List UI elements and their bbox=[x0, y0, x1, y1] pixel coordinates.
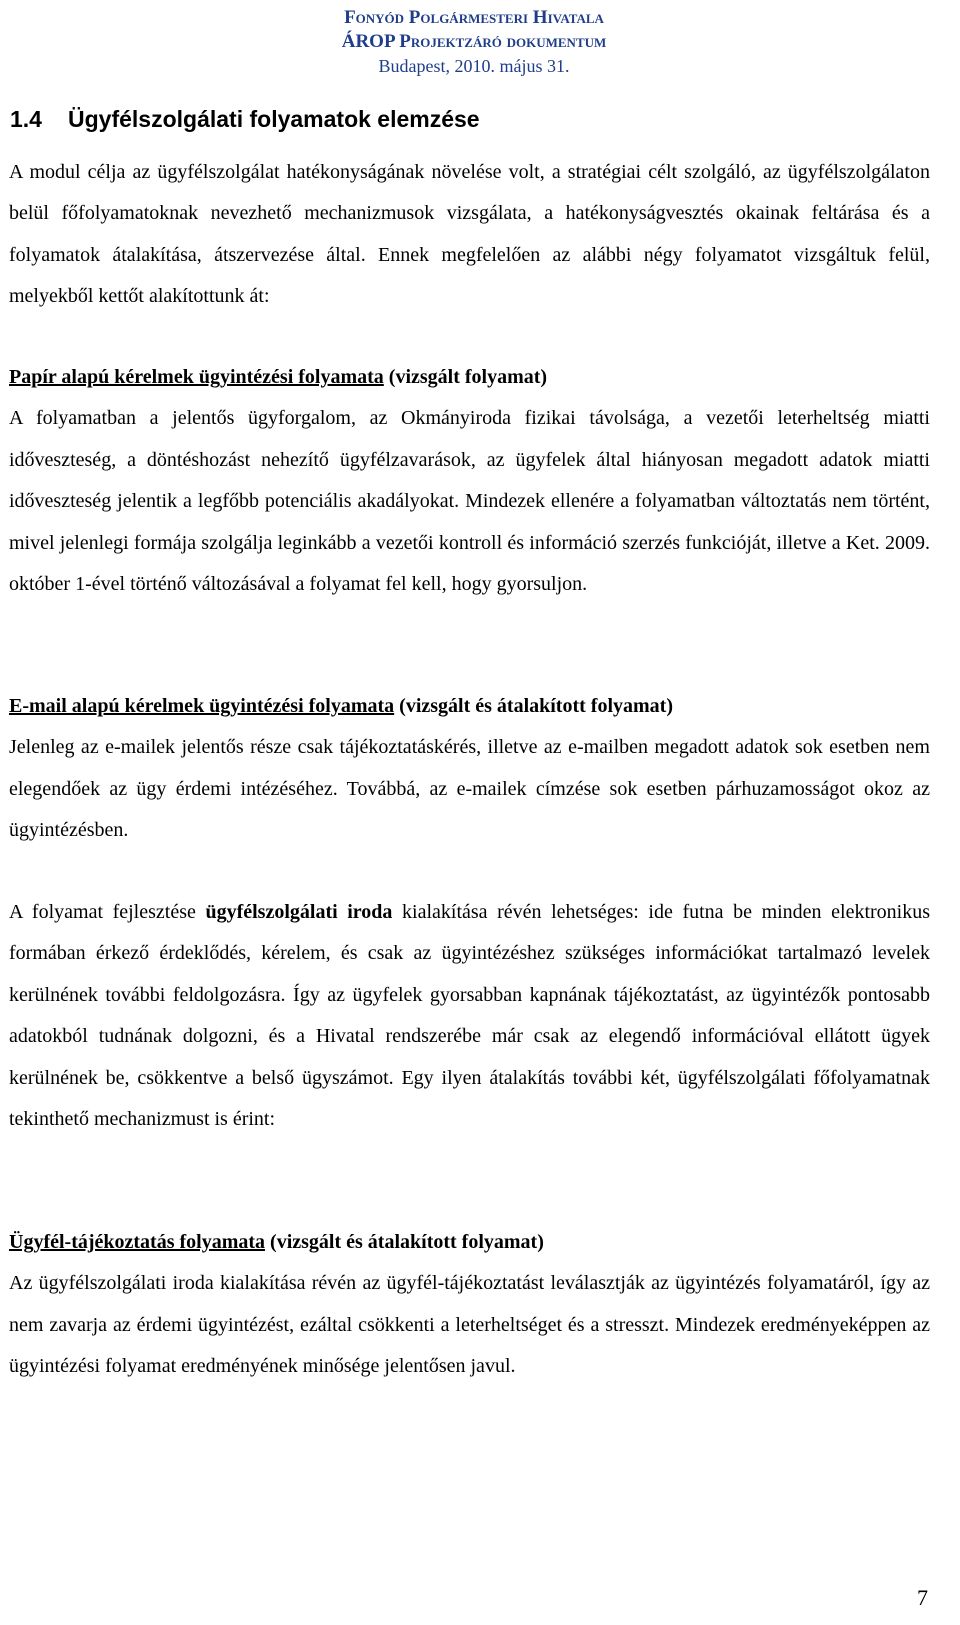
subsection-body: Az ügyfélszolgálati iroda kialakítása révén az ügyfél-tájékoztatást leválasztják az ügyintézés folyamatáról, így az nem zavarja az érdemi ügyintézést, ezáltal csökkenti a leterheltséget és a stresszt. Mindezek eredményeképpen az ügyintézési folyamat eredményének minősége jelentősen javul. bbox=[9, 1272, 930, 1378]
subsection-email-requests bbox=[9, 686, 930, 852]
section-number: 1.4 bbox=[10, 106, 42, 132]
subsection-body: Jelenleg az e-mailek jelentős része csak tájékoztatáskérés, illetve az e-mailben megadott adatok sok esetben nem elegendőek az ügy érdemi intézéséhez. Továbbá, az e-mailek címzése sok esetben párhuzamosságot okoz az ügyintézésben. bbox=[9, 736, 930, 842]
document-header bbox=[314, 6, 634, 78]
section-title-text: Ügyfélszolgálati folyamatok elemzése bbox=[68, 106, 480, 132]
subsection-note: (vizsgált és átalakított folyamat) bbox=[265, 1231, 544, 1253]
paragraph-text: kialakítása révén lehetséges: ide futna be minden elektronikus formában érkező érdeklődés, kérelem, és csak az ügyintézéshez szükséges információkat tartalmazó levelek kerülnének további feldolgozásra. Így az ügyfelek gyorsabban kapnának tájékoztatást, az ügyintézők pontosabb adatokból tudnának dolgozni, és a Hivatal rendszerébe már csak az elegendő információval ellátott ügyek kerülnének be, csökkentve a belső ügyszámot. Egy ilyen átalakítás további két, ügyfélszolgálati főfolyamatnak tekinthető mechanizmust is érint: bbox=[9, 901, 930, 1131]
subsection-body: A folyamatban a jelentős ügyforgalom, az Okmányiroda fizikai távolsága, a vezetői leterheltség miatti időveszteség, a döntéshozást nehezítő ügyfélzavarások, az ügyfelek által hiányosan megadott adatok miatti időveszteség jelentik a legfőbb potenciális akadályokat. Mindezek ellenére a folyamatban változtatás nem történt, mivel jelenlegi formája szolgálja leginkább a vezetői kontroll és információ szerzés funkcióját, illetve a Ket. 2009. október 1-ével történő változásával a folyamat fel kell, hogy gyorsuljon. bbox=[9, 407, 930, 596]
development-paragraph bbox=[9, 892, 930, 1140]
subsection-customer-information bbox=[9, 1222, 930, 1388]
subsection-note: (vizsgált és átalakított folyamat) bbox=[394, 695, 673, 717]
header-organization: Fonyód Polgármesteri Hivatala bbox=[344, 7, 604, 28]
intro-paragraph: A modul célja az ügyfélszolgálat hatékonyságának növelése volt, a stratégiai célt szolgáló, az ügyfélszolgálaton belül főfolyamatoknak nevezhető mechanizmusok vizsgálata, a hatékonyságvesztés okainak feltárása és a folyamatok átalakítása, átszervezése által. Ennek megfelelően az alábbi négy folyamatot vizsgáltuk felül, melyekből kettőt alakítottunk át: bbox=[9, 161, 930, 308]
subsection-title: Papír alapú kérelmek ügyintézési folyamata bbox=[9, 366, 384, 388]
subsection-note: (vizsgált folyamat) bbox=[383, 366, 548, 388]
subsection-paper-requests bbox=[9, 357, 930, 605]
header-date: Budapest, 2010. május 31. bbox=[378, 56, 570, 76]
page-number: 7 bbox=[917, 1585, 928, 1610]
emphasis-text: ügyfélszolgálati iroda bbox=[205, 901, 393, 923]
header-document-type: ÁROP Projektzáró dokumentum bbox=[341, 31, 607, 52]
subsection-title: Ügyfél-tájékoztatás folyamata bbox=[9, 1231, 266, 1253]
subsection-title: E-mail alapú kérelmek ügyintézési folyamata bbox=[9, 695, 395, 717]
section-heading bbox=[10, 104, 480, 134]
paragraph-text: A folyamat fejlesztése bbox=[9, 901, 206, 923]
